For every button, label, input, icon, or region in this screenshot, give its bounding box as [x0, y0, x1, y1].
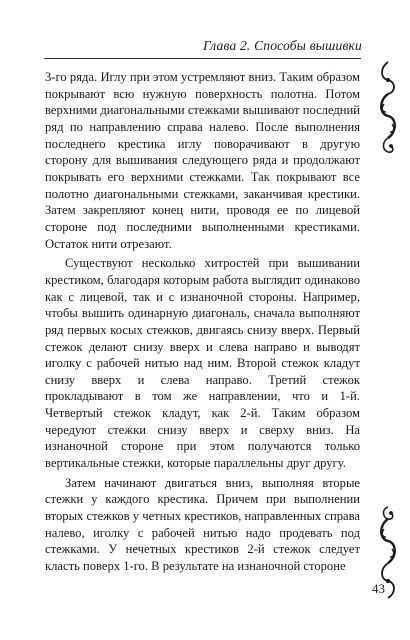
- header-rule: [44, 58, 361, 59]
- running-head: Глава 2. Способы вышивки: [203, 38, 362, 53]
- paragraph-3: Затем начинают двигаться вниз, выполняя вторые стежки у каждого крестика. Причем при выполнении вторых стежков у четных крестиков, направленных справа налево, иголку с рабочей нитью надо продевать под стежками. У нечетных крестиков 2-й стежок следует класть поверх 1-го. В результате на изнаночной стороне: [45, 475, 360, 574]
- page-number: 43: [372, 581, 385, 596]
- flourish-ornament-icon: [376, 60, 400, 155]
- page-body: [45, 69, 360, 578]
- paragraph-2: Существуют несколько хитростей при вышивании крестиком, благодаря которым работа выглядит одинаково как с лицевой, так и с изнаночной стороны. Например, чтобы вышить одинарную диагональ, сначала выполняют ряд первых косых стежков, двигаясь снизу вверх. Первый стежок делают снизу вверх и слева направо и выводят иголку с рабочей нитью над ним. Второй стежок кладут снизу вверх и слева направо. Третий стежок прокладывают в том же направлении, что и 1-й. Четвертый стежок кладут, как 2-й. Таким образом чередуют стежки снизу вверх и сверху вниз. На изнаночной стороне при этом получаются только вертикальные стежки, которые параллельны друг другу.: [45, 256, 360, 471]
- paragraph-1: 3-го ряда. Иглу при этом устремляют вниз. Таким образом покрывают всю нужную поверхность полотна. Потом верхними диагональными стежками вышивают последний ряд по направлению справа налево. После выполнения последнего крестика иглу поворачивают в другую сторону для вышивания следующего ряда и продолжают покрывать его верхними стежками. Так покрывают все полотно диагональными стежками, заканчивая крестики. Затем закрепляют конец нити, проводя ее по лицевой стороне под последними выполненными крестиками. Остаток нити отрезают.: [45, 70, 360, 251]
